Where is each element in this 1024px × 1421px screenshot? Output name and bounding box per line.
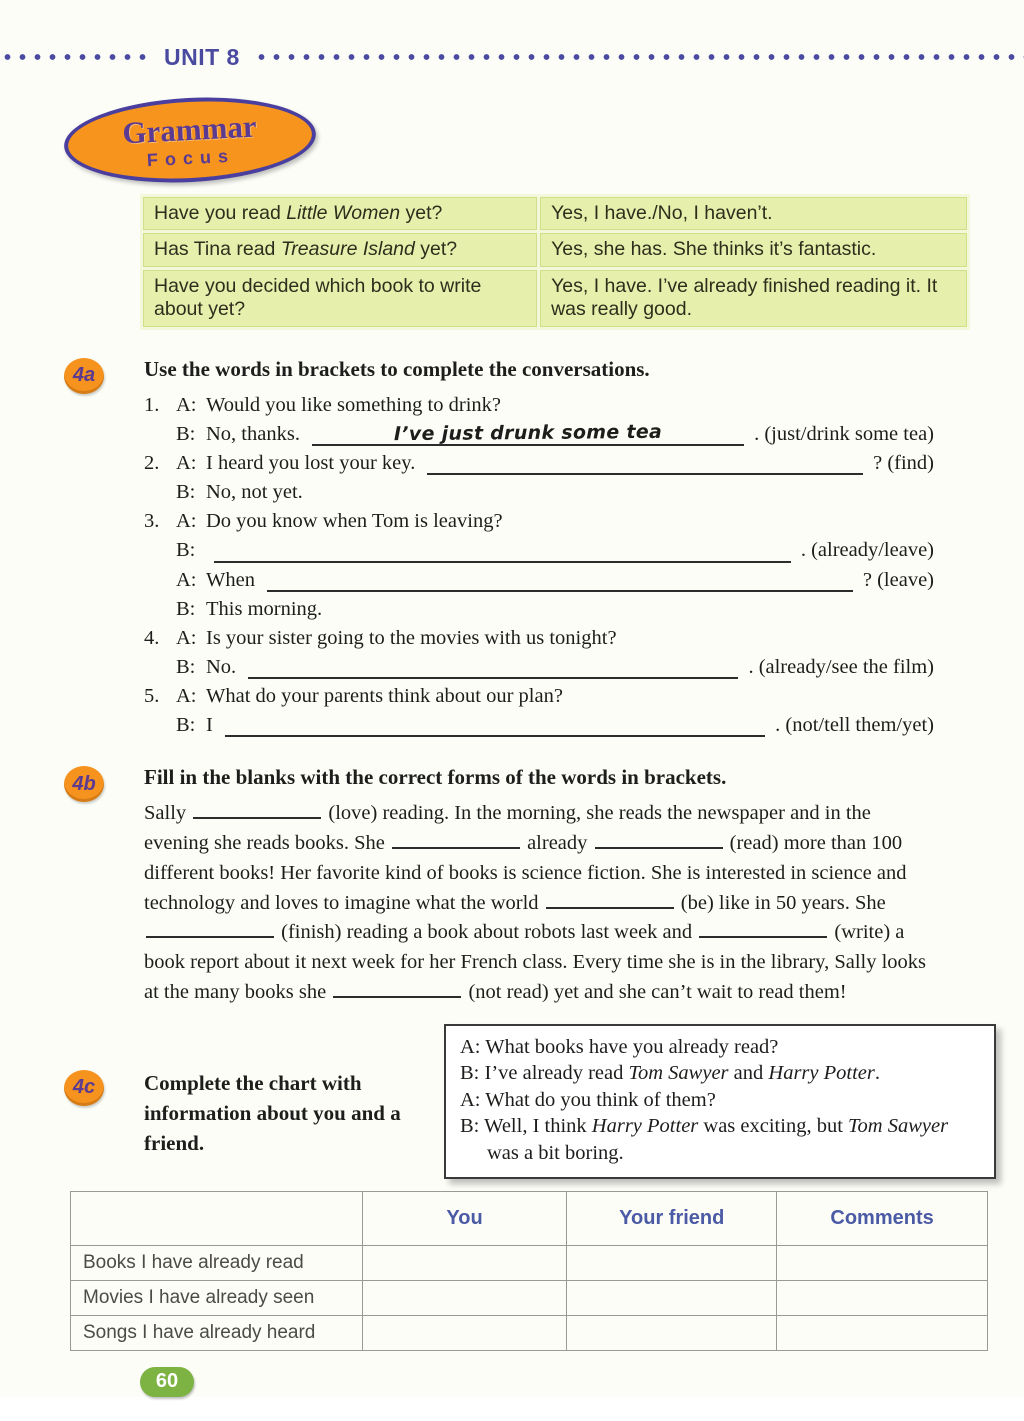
- chart-header-you: You: [362, 1191, 567, 1245]
- speaker-label: B:: [176, 597, 196, 620]
- hint-text: ? (leave): [862, 568, 934, 591]
- dialog-text: A: What do you think of them?: [460, 1088, 716, 1111]
- section-4a: [0, 356, 1024, 741]
- fill-blank[interactable]: [146, 919, 274, 938]
- conversation-line: [144, 595, 934, 624]
- section-4c: [0, 1024, 1024, 1179]
- speaker-label: A:: [176, 568, 197, 591]
- fill-blank[interactable]: [214, 561, 791, 563]
- dialog-text: B: Well, I think: [460, 1115, 587, 1138]
- chart-cell[interactable]: [362, 1280, 567, 1315]
- chart-header-comments: Comments: [777, 1191, 988, 1245]
- paragraph-text: (read) more than 100 different books! Her favorite kind of books is science fiction. She is interested in science and technology and loves to imagine what the world: [144, 832, 907, 914]
- hint-text: . (already/leave): [800, 539, 934, 562]
- question-text: yet?: [420, 238, 458, 261]
- section-4b-heading: Fill in the blanks with the correct forms of the words in brackets.: [144, 765, 727, 790]
- fill-blank[interactable]: [312, 420, 744, 447]
- conversation-line: [144, 711, 934, 740]
- grammar-question: [143, 197, 537, 230]
- chart-cell[interactable]: [777, 1280, 988, 1315]
- section-4c-heading: Complete the chart with information about you and a friend.: [144, 1070, 401, 1156]
- speaker-label: A:: [176, 510, 197, 533]
- conversation-line: [144, 566, 934, 595]
- book-title: Tom Sawyer: [628, 1062, 729, 1085]
- grammar-row: [143, 197, 967, 230]
- dialogue-text: I heard you lost your key.: [206, 452, 416, 475]
- book-title: Tom Sawyer: [848, 1115, 949, 1138]
- item-number: 5.: [144, 684, 160, 707]
- question-text: Has Tina read: [154, 238, 276, 261]
- question-text: Have you read: [154, 202, 281, 224]
- row-label: Songs I have already heard: [71, 1315, 363, 1350]
- item-number: 1.: [144, 393, 160, 416]
- fill-blank[interactable]: [248, 677, 738, 679]
- dialog-line: [460, 1034, 980, 1061]
- page-number-badge: 60: [140, 1367, 194, 1397]
- dialogue-text: No, not yet.: [206, 481, 303, 504]
- paragraph-text: Sally: [144, 802, 187, 825]
- dialog-text: .: [874, 1062, 880, 1085]
- grammar-row: [143, 270, 967, 327]
- item-number: 2.: [144, 452, 160, 475]
- example-dialog-box: [444, 1024, 996, 1179]
- speaker-label: A:: [176, 684, 197, 707]
- handwritten-answer: I’ve just drunk some tea: [393, 420, 663, 445]
- dialog-line: [460, 1087, 980, 1114]
- dialogue-text: I: [206, 714, 213, 737]
- row-label: Movies I have already seen: [71, 1280, 363, 1315]
- book-title: Treasure Island: [280, 238, 415, 261]
- chart-cell[interactable]: [362, 1245, 567, 1280]
- paragraph-text: (be) like in 50 years. She: [680, 891, 886, 914]
- dialog-line: [460, 1113, 980, 1166]
- item-number: 3.: [144, 510, 160, 533]
- table-row: [71, 1315, 988, 1350]
- chart-cell[interactable]: [567, 1315, 777, 1350]
- chart-cell[interactable]: [567, 1280, 777, 1315]
- section-4b: [0, 764, 1024, 1007]
- row-label: Books I have already read: [71, 1245, 363, 1280]
- book-title: Little Women: [286, 202, 401, 224]
- section-4b-badge: 4b: [64, 766, 104, 802]
- question-text: Have you decided which book to write about yet?: [154, 274, 482, 321]
- fill-blank[interactable]: [193, 800, 321, 819]
- chart-header-empty: [71, 1191, 363, 1245]
- dialogue-text: When: [206, 568, 255, 591]
- fill-blank[interactable]: [427, 473, 863, 475]
- grammar-question: [143, 270, 537, 327]
- dialog-text: was a bit boring.: [487, 1142, 624, 1165]
- speaker-label: B:: [176, 422, 196, 445]
- chart-cell[interactable]: [777, 1315, 988, 1350]
- item-number: 4.: [144, 626, 160, 649]
- dialogue-text: Would you like something to drink?: [206, 393, 501, 416]
- fill-blank[interactable]: [595, 830, 723, 849]
- fill-paragraph: [144, 799, 934, 1007]
- section-4a-heading: Use the words in brackets to complete the conversations.: [144, 356, 650, 381]
- fill-blank[interactable]: [546, 889, 674, 908]
- grammar-focus-title: Grammar: [121, 108, 258, 151]
- question-text: yet?: [405, 202, 443, 224]
- completion-chart: [70, 1191, 988, 1351]
- paragraph-text: already: [527, 832, 588, 855]
- conversation-line: [144, 536, 934, 565]
- dialog-text: and: [733, 1062, 764, 1085]
- conversation-line: [144, 507, 934, 536]
- conversation-line: [144, 478, 934, 507]
- grammar-question: [143, 233, 537, 266]
- dialog-text: was exciting, but: [703, 1115, 843, 1138]
- conversation-line: [144, 420, 934, 449]
- unit-header: [0, 44, 1024, 70]
- book-title: Harry Potter: [768, 1062, 875, 1085]
- dialogue-text: No, thanks.: [206, 422, 300, 445]
- fill-blank[interactable]: [699, 919, 827, 938]
- dialogue-text: This morning.: [206, 597, 323, 620]
- paragraph-text: (finish) reading a book about robots last week and: [281, 921, 693, 944]
- table-row: [71, 1245, 988, 1280]
- dialogue-text: Do you know when Tom is leaving?: [206, 510, 503, 533]
- dotted-rule-left: [0, 53, 150, 61]
- chart-cell[interactable]: [777, 1245, 988, 1280]
- speaker-label: B:: [176, 655, 196, 678]
- book-title: Harry Potter: [591, 1115, 699, 1138]
- conversation-line: [144, 653, 934, 682]
- hint-text: . (not/tell them/yet): [775, 714, 934, 737]
- hint-text: ? (find): [873, 452, 934, 475]
- speaker-label: A:: [176, 626, 197, 649]
- fill-blank[interactable]: [267, 590, 853, 592]
- hint-text: . (just/drink some tea): [754, 422, 934, 445]
- grammar-answer: Yes, she has. She thinks it’s fantastic.: [540, 233, 967, 266]
- grammar-answer: Yes, I have./No, I haven’t.: [540, 197, 967, 230]
- grammar-focus-subtitle: Focus: [146, 145, 236, 170]
- grammar-answer: Yes, I have. I’ve already finished reading it. It was really good.: [540, 270, 967, 327]
- paragraph-text: (not read) yet and she can’t wait to read them!: [468, 980, 847, 1003]
- conversation-line: [144, 624, 934, 653]
- dialog-text: A: What books have you already read?: [460, 1035, 779, 1058]
- chart-cell[interactable]: [362, 1315, 567, 1350]
- grammar-table: [140, 194, 970, 330]
- speaker-label: A:: [176, 452, 197, 475]
- table-row: [71, 1280, 988, 1315]
- conversation-line: [144, 449, 934, 478]
- dialog-text: B: I’ve already read: [460, 1062, 624, 1085]
- chart-header-your-friend: Your friend: [567, 1191, 777, 1245]
- section-4a-badge: 4a: [64, 358, 104, 394]
- hint-text: . (already/see the film): [748, 655, 934, 678]
- paragraph-text: (love) reading. In the morning, she reads the newspaper and in the evening she reads books. She: [144, 802, 871, 855]
- fill-blank[interactable]: [392, 830, 520, 849]
- fill-blank[interactable]: [225, 735, 765, 737]
- paragraph-text: (write) a book report about it next week for her French class. Every time she is in the library, Sally looks at the many books she: [144, 921, 927, 1003]
- dotted-rule-right: [254, 53, 1024, 61]
- unit-label: UNIT 8: [164, 43, 240, 70]
- fill-blank[interactable]: [333, 978, 461, 997]
- grammar-focus-badge: [62, 91, 318, 188]
- speaker-label: B:: [176, 714, 196, 737]
- conversation-line: [144, 391, 934, 420]
- dialog-line: [460, 1060, 980, 1087]
- speaker-label: A:: [176, 393, 197, 416]
- dialogue-text: What do your parents think about our plan?: [206, 684, 563, 707]
- chart-cell[interactable]: [567, 1245, 777, 1280]
- speaker-label: B:: [176, 481, 196, 504]
- speaker-label: B:: [176, 539, 196, 562]
- chart-header-row: [71, 1191, 988, 1245]
- dialogue-text: Is your sister going to the movies with us tonight?: [206, 626, 617, 649]
- dialogue-text: No.: [206, 655, 237, 678]
- grammar-row: [143, 233, 967, 266]
- conversation-line: [144, 682, 934, 711]
- section-4c-badge: 4c: [64, 1070, 104, 1106]
